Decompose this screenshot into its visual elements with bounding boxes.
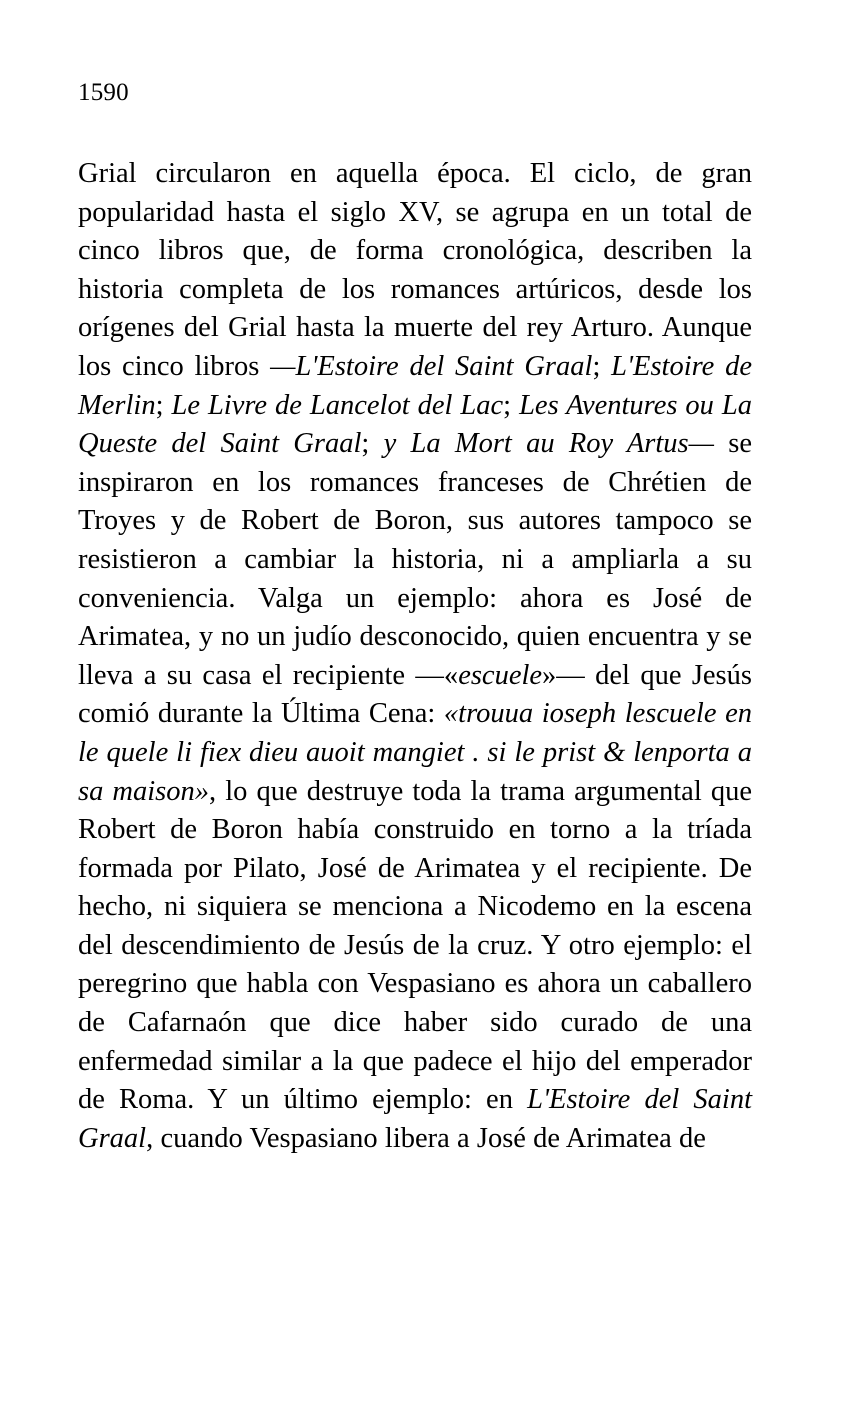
page-number: 1590 xyxy=(78,79,129,106)
roman-run: , cuando Vespasiano libera a José de Arimatea de xyxy=(146,1122,706,1154)
italic-run: L'Estoire del Saint Graal xyxy=(78,1084,752,1154)
body-text-column xyxy=(78,155,752,1158)
italic-run: —L'Estoire del Saint Graal xyxy=(270,350,593,382)
roman-run: ; xyxy=(592,350,612,382)
body-paragraph xyxy=(78,155,752,1158)
roman-run: ; xyxy=(155,389,172,421)
italic-run: Les Aventures ou La Queste del Saint Graal xyxy=(78,389,753,460)
roman-run: , lo que destruye toda la trama argumental que Robert de Boron había construido en torno a la tríada formada por Pilato, José de Arimatea y el recipiente. De hecho, ni siquiera se menciona a Nicodemo en la escena del descendimiento de Jesús de la cruz. Y otro ejemplo: el peregrino que habla con Vespasiano es ahora un caballero de Cafarnaón que dice haber sido curado de una enfermedad similar a la que padece el hijo del emperador de Roma. Y un último ejemplo: en xyxy=(78,775,752,1116)
roman-run: ; xyxy=(503,389,520,421)
italic-run: L'Estoire de Merlin xyxy=(78,350,752,421)
italic-run: «trouua ioseph lescuele en le quele li fiex dieu auoit mangiet . si le prist & lenporta a sa maison» xyxy=(78,698,752,807)
italic-run: y La Mort au Roy Artus— xyxy=(383,428,714,460)
roman-run: »— del que Jesús comió durante la Última Cena: xyxy=(78,659,752,730)
roman-run: ; xyxy=(361,428,384,460)
roman-run: Grial circularon en aquella época. El ciclo, de gran popularidad hasta el siglo XV, se agrupa en un total de cinco libros que, de forma cronológica, describen la historia completa de los romances artúricos, desde los orígenes del Grial hasta la muerte del rey Arturo. Aunque los cinco libros xyxy=(78,158,752,382)
italic-run: escuele xyxy=(458,659,543,691)
italic-run: Le Livre de Lancelot del Lac xyxy=(171,389,504,421)
roman-run: se inspiraron en los romances franceses de Chrétien de Troyes y de Robert de Boron, sus autores tampoco se resistieron a cambiar la historia, ni a ampliarla a su conveniencia. Valga un ejemplo: ahora es José de Arimatea, y no un judío desconocido, quien encuentra y se lleva a su casa el recipiente —« xyxy=(78,428,752,691)
